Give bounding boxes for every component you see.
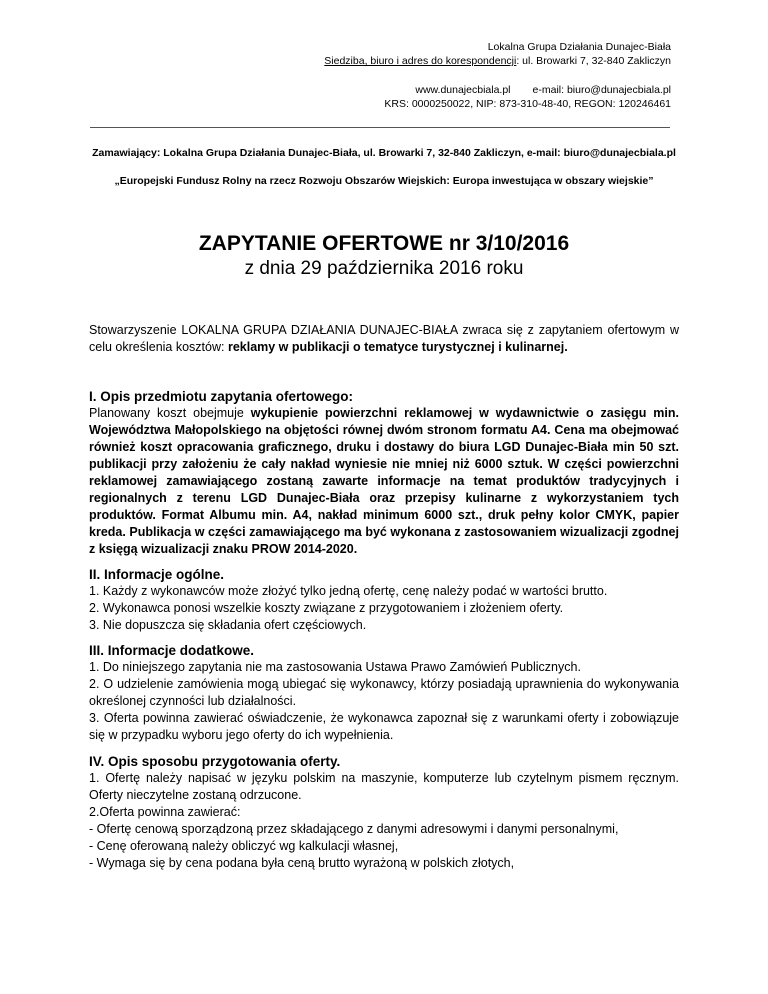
section-4-item: - Cenę oferowaną należy obliczyć wg kalkulacji własnej, <box>89 839 399 853</box>
letterhead-address <box>324 54 671 68</box>
letterhead-email[interactable]: e-mail: biuro@dunajecbiala.pl <box>532 84 671 96</box>
page-title: ZAPYTANIE OFERTOWE nr 3/10/2016 <box>198 232 570 255</box>
section-4-item: 2.Oferta powinna zawierać: <box>89 805 241 819</box>
section-4 <box>89 753 679 872</box>
section-2 <box>89 566 679 634</box>
section-2-item: 1. Każdy z wykonawców może złożyć tylko jedną ofertę, cenę należy podać w wartości brutto. <box>89 584 608 598</box>
section-2-item: 2. Wykonawca ponosi wszelkie koszty związane z przygotowaniem i złożeniem oferty. <box>89 601 564 615</box>
letterhead-website[interactable]: www.dunajecbiala.pl <box>415 84 511 96</box>
section-1-bold: wykupienie powierzchni reklamowej w wydawnictwie o zasięgu min. Województwa Małopolskiego na objętości równej dwóm stronom formatu A4. Cena ma obejmować również koszt opracowania graficznego, druku i dostawy do biura LGD Dunajec-Biała min 50 szt. publikacji przy założeniu że cały nakład wyniesie nie mniej niż 6000 sztuk. W części powierzchni reklamowej zamawiającego zostaną zawarte informacje na temat produktów tradycyjnych i regionalnych z terenu LGD Dunajec-Biała oraz przepisy kulinarne z wykorzystaniem tych produktów. Format Albumu min. A4, nakład minimum 6000 szt., druk pełny kolor CMYK, papier kreda. Publikacja w części zamawiającego ma być wykonana z zastosowaniem wizualizacji zgodnej z księgą wizualizacji znaku PROW 2014-2020. <box>89 406 679 556</box>
section-3-heading: III. Informacje dodatkowe. <box>89 643 255 658</box>
header-divider <box>90 127 670 128</box>
section-3 <box>89 642 679 744</box>
letterhead-seat-label: Siedziba, biuro i adres do korespondencji <box>324 55 517 67</box>
intro-text: Stowarzyszenie LOKALNA GRUPA DZIAŁANIA DUNAJEC-BIAŁA zwraca się z zapytaniem ofertowym w celu określenia kosztów: <box>89 323 679 354</box>
section-1-text <box>89 405 679 558</box>
section-4-item: - Wymaga się by cena podana była ceną brutto wyrażoną w polskich złotych, <box>89 856 515 870</box>
page-subtitle: z dnia 29 października 2016 roku <box>244 258 524 279</box>
section-1-lead: Planowany koszt obejmuje <box>89 406 251 420</box>
letterhead-org-name: Lokalna Grupa Działania Dunajec-Biała <box>487 41 671 53</box>
section-3-item: 1. Do niniejszego zapytania nie ma zastosowania Ustawa Prawo Zamówień Publicznych. <box>89 660 581 674</box>
intro-bold: reklamy w publikacji o tematyce turystycznej i kulinarnej. <box>227 340 568 354</box>
section-3-item: 2. O udzielenie zamówienia mogą ubiegać się wykonawcy, którzy posiadają uprawnienia do wykonywania określonej czynności lub działalności. <box>89 677 679 708</box>
letterhead-seat-address: : ul. Browarki 7, 32-840 Zakliczyn <box>516 55 671 67</box>
client-line: Zamawiający: Lokalna Grupa Działania Dunajec-Biała, ul. Browarki 7, 32-840 Zakliczyn, e-mail: biuro@dunajecbiala.pl <box>92 147 676 159</box>
section-4-heading: IV. Opis sposobu przygotowania oferty. <box>89 754 341 769</box>
section-3-item: 3. Oferta powinna zawierać oświadczenie, że wykonawca zapoznał się z warunkami oferty i zobowiązuje się w przypadku wyboru jego oferty do ich wypełnienia. <box>89 711 679 742</box>
section-1 <box>89 388 679 558</box>
intro-paragraph <box>89 322 679 356</box>
letterhead-registry: KRS: 0000250022, NIP: 873-310-48-40, REGON: 120246461 <box>384 98 671 110</box>
section-4-item: 1. Ofertę należy napisać w języku polskim na maszynie, komputerze lub czytelnym pismem ręcznym. Oferty nieczytelne zostaną odrzucone. <box>89 771 679 802</box>
fund-line: „Europejski Fundusz Rolny na rzecz Rozwoju Obszarów Wiejskich: Europa inwestująca w obszary wiejskie” <box>114 175 654 187</box>
section-4-item: - Ofertę cenową sporządzoną przez składającego z danymi adresowymi i danymi personalnymi, <box>89 822 619 836</box>
section-2-heading: II. Informacje ogólne. <box>89 567 225 582</box>
section-1-heading: I. Opis przedmiotu zapytania ofertowego: <box>89 389 354 404</box>
letterhead-contact <box>415 83 671 97</box>
section-2-item: 3. Nie dopuszcza się składania ofert częściowych. <box>89 618 367 632</box>
